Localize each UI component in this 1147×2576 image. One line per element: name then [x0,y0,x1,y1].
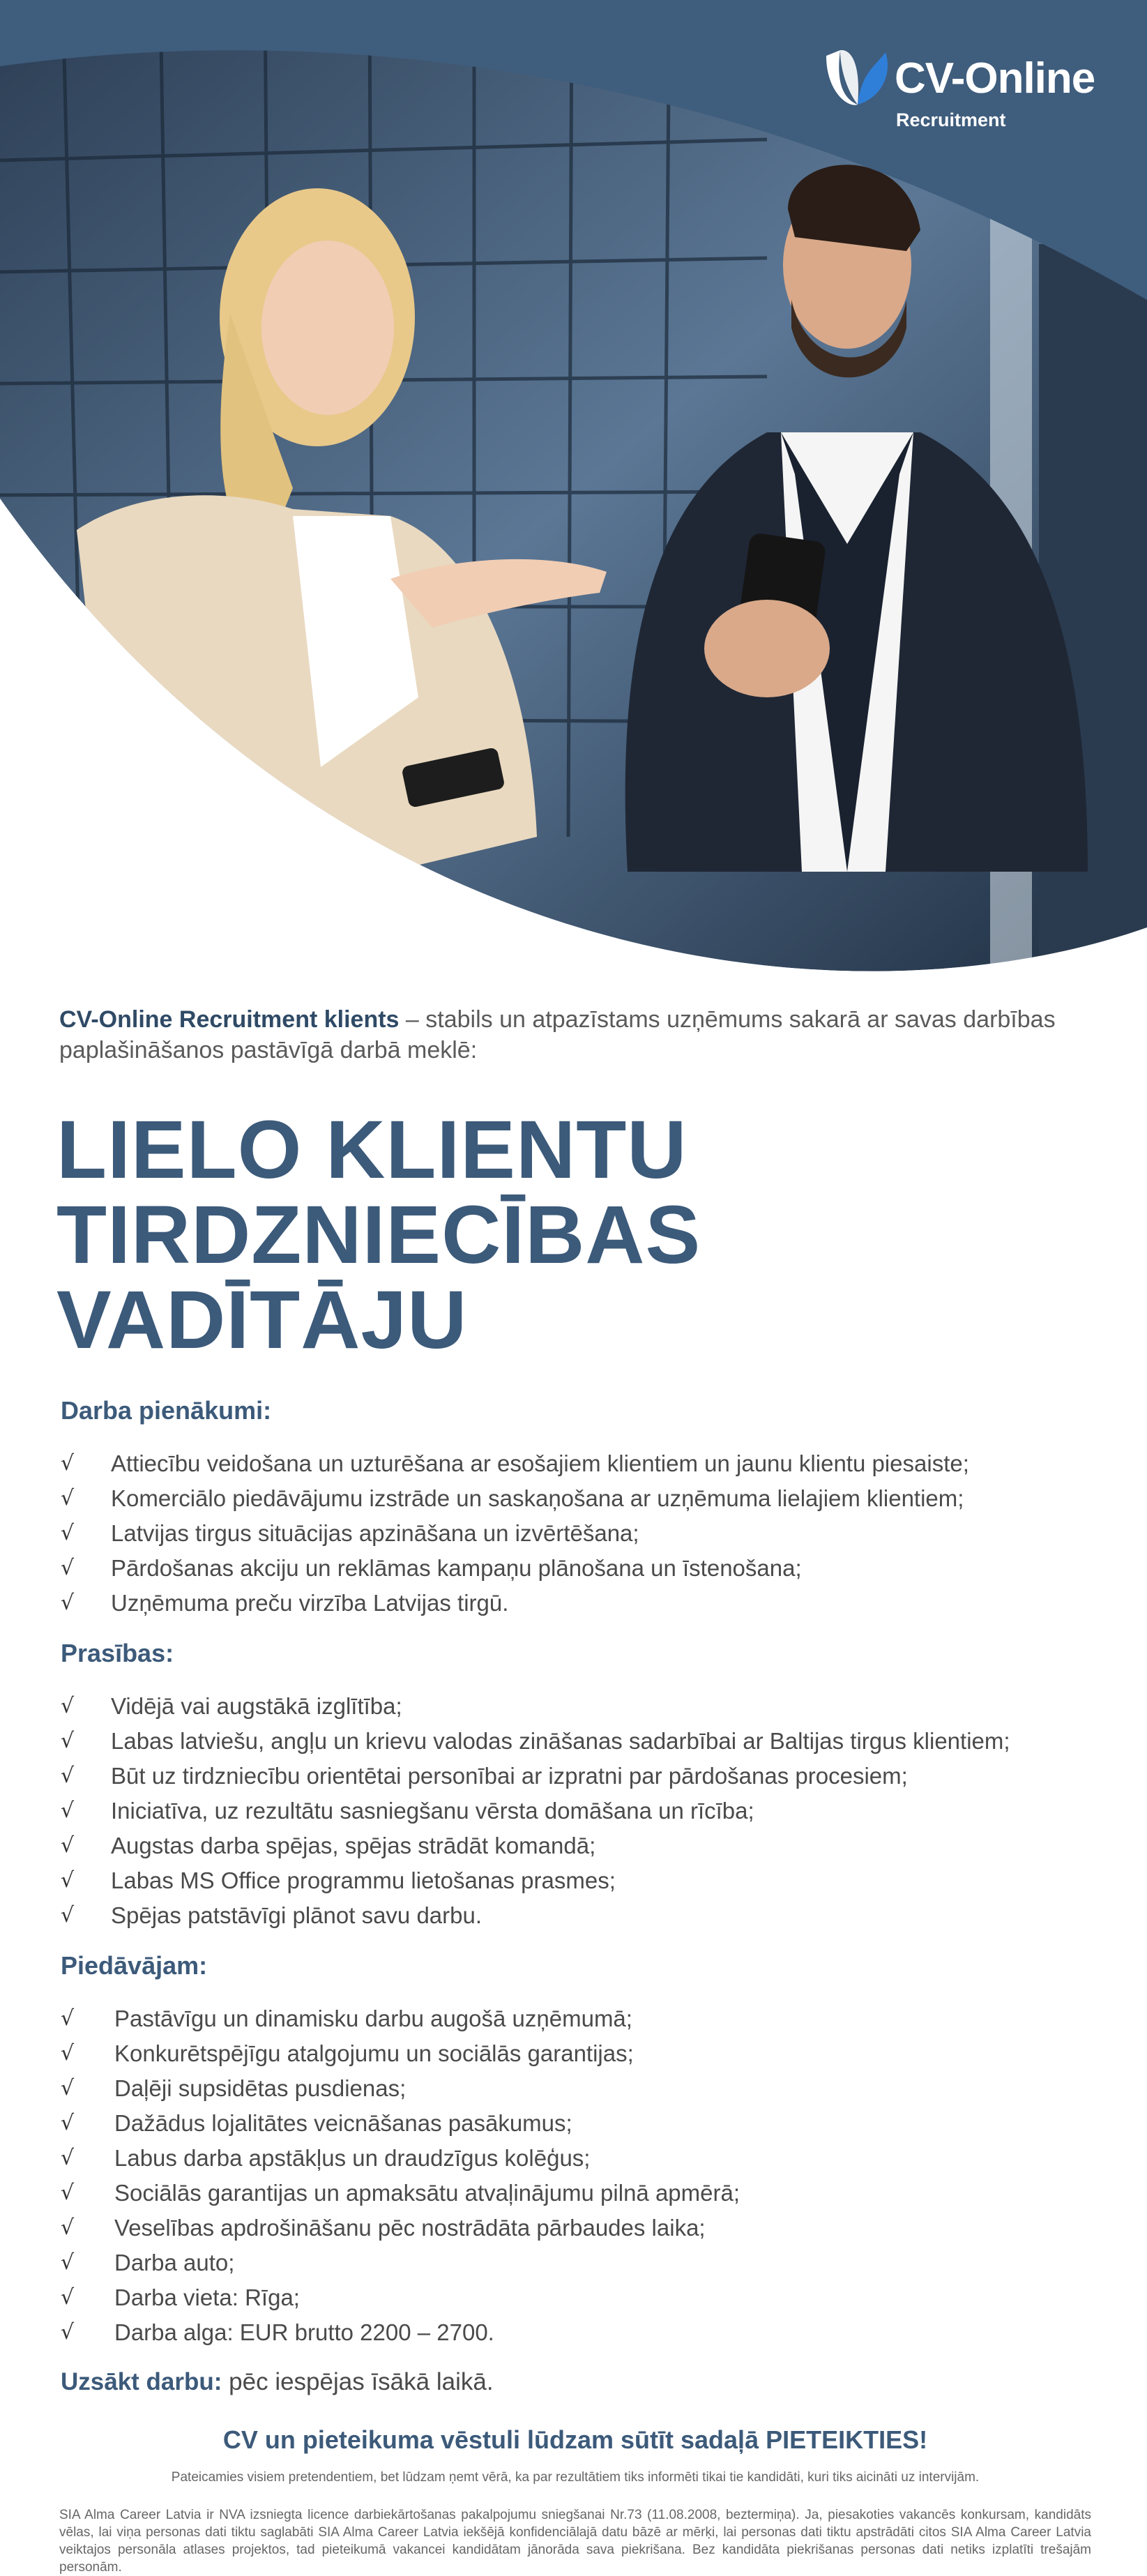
requirements-list [59,1689,1091,1933]
start-value: pēc iespējas īsākā laikā. [222,2368,494,2395]
check-mark-icon: √ [61,1903,75,1927]
legal-fine-print: SIA Alma Career Latvia ir NVA izsniegta licence darbiekārtošanas pakalpojumu sniegšanai Nr.73 (11.08.2008, beztermiņa). Ja, piesakoties vakancēs konkursam, kandidāts vēlas, lai viņa personas dati tiktu saglabāti SIA Alma Career Latvia iekšējā konfidenciālajā datu bāzē ar mērķi, lai personas dati tiktu apstrādāti citos SIA Alma Career Latvia veiktajos personāla atlases projektos, tad pieteikumā vakancei kandidātam jānorāda sava piekrišana. Bez kandidāta piekrišanas personas dati netiks izplatīti trešajām personām. [59,2508,1091,2575]
intro-company: CV-Online Recruitment klients [59,1006,400,1033]
cv-online-logo [819,38,1112,136]
duties-title: Darba pienākumi: [61,1396,272,1425]
list-item: √ Būt uz tirdzniecību orientētai personībai ar izpratni par pārdošanas procesiem; [59,1759,1091,1794]
check-mark-icon: √ [61,1486,75,1510]
list-item: √ Labus darba apstākļus un draudzīgus kolēģus; [59,2141,1091,2176]
check-mark-icon: √ [61,2320,75,2344]
check-mark-icon: √ [61,1729,75,1753]
start-date [61,2368,1091,2396]
apply-call-to-action: CV un pieteikuma vēstuli lūdzam sūtīt sadaļā PIETEIKTIES! [222,2425,928,2454]
check-mark-icon: √ [61,2006,75,2031]
offer-list [59,2001,1091,2350]
start-label: Uzsākt darbu: [61,2368,222,2395]
check-mark-icon: √ [61,2146,75,2170]
list-item: √ Veselības apdrošināšanu pēc nostrādāta pārbaudes laika; [59,2211,1091,2245]
list-item: √ Daļēji supsidētas pusdienas; [59,2071,1091,2106]
hero-banner [0,0,1147,990]
check-mark-icon: √ [61,2250,75,2275]
list-item: √ Augstas darba spējas, spējas strādāt komandā; [59,1828,1091,1863]
list-item: √ Pārdošanas akciju un reklāmas kampaņu plānošana un īstenošana; [59,1551,1091,1586]
list-item: √ Latvijas tirgus situācijas apzināšana un izvērtēšana; [59,1516,1091,1551]
list-item: √ Darba alga: EUR brutto 2200 – 2700. [59,2315,1091,2350]
logo-name: CV-Online [895,54,1095,103]
check-mark-icon: √ [61,1833,75,1858]
offer-title: Piedāvājam: [61,1951,208,1980]
check-mark-icon: √ [61,2041,75,2066]
intro-text: – stabils un atpazīstams uzņēmums sakarā ar savas darbības paplašināšanos pastāvīgā darbā meklē: [59,1006,1056,1063]
list-item: √ Labas MS Office programmu lietošanas prasmes; [59,1863,1091,1898]
check-mark-icon: √ [61,2285,75,2310]
job-title-line-2: TIRDZNIECĪBAS VADĪTĀJU [56,1189,701,1366]
list-item: √ Vidējā vai augstākā izglītība; [59,1689,1091,1724]
check-mark-icon: √ [61,1868,75,1893]
logo-mark-icon [819,42,896,112]
list-item: √ Iniciatīva, uz rezultātu sasniegšanu vērsta domāšana un rīcība; [59,1794,1091,1828]
check-mark-icon: √ [61,1798,75,1823]
duties-list [59,1446,1091,1621]
check-mark-icon: √ [61,2076,75,2100]
check-mark-icon: √ [61,1764,75,1788]
list-item: √ Pastāvīgu un dinamisku darbu augošā uzņēmumā; [59,2001,1091,2036]
check-mark-icon: √ [61,2181,75,2205]
list-item: √ Spējas patstāvīgi plānot savu darbu. [59,1898,1091,1933]
check-mark-icon: √ [61,1521,75,1545]
job-ad-content [56,1004,1091,2576]
list-item: √ Sociālās garantijas un apmaksātu atvaļinājumu pilnā apmērā; [59,2176,1091,2211]
list-item: √ Darba auto; [59,2245,1091,2280]
check-mark-icon: √ [61,1694,75,1718]
check-mark-icon: √ [61,2215,75,2240]
list-item: √ Dažādus lojalitātes veicnāšanas pasākumus; [59,2106,1091,2141]
intro-paragraph [59,1004,1091,1066]
list-item: √ Komerciālo piedāvājumu izstrāde un saskaņošana ar uzņēmuma lielajiem klientiem; [59,1481,1091,1516]
check-mark-icon: √ [61,1591,75,1615]
list-item: √ Labas latviešu, angļu un krievu valodas zināšanas sadarbībai ar Baltijas tirgus klientiem; [59,1724,1091,1759]
hero-photo [0,0,1147,990]
requirements-title: Prasības: [61,1639,174,1667]
check-mark-icon: √ [61,2111,75,2135]
thanks-note: Pateicamies visiem pretendentiem, bet lūdzam ņemt vērā, ka par rezultātiem tiks informēti tikai tie kandidāti, kuri tiks aicināti uz intervijām. [171,2470,980,2485]
job-title-line-1: LIELO KLIENTU [56,1104,688,1196]
list-item: √ Darba vieta: Rīga; [59,2280,1091,2315]
list-item: √ Konkurētspējīgu atalgojumu un sociālās garantijas; [59,2036,1091,2071]
check-mark-icon: √ [61,1556,75,1580]
check-mark-icon: √ [61,1451,75,1476]
logo-subtitle: Recruitment [896,109,1006,130]
job-title [56,1104,1091,1366]
list-item: √ Attiecību veidošana un uzturēšana ar esošajiem klientiem un jaunu klientu piesaiste; [59,1446,1091,1481]
list-item: √ Uzņēmuma preču virzība Latvijas tirgū. [59,1586,1091,1621]
